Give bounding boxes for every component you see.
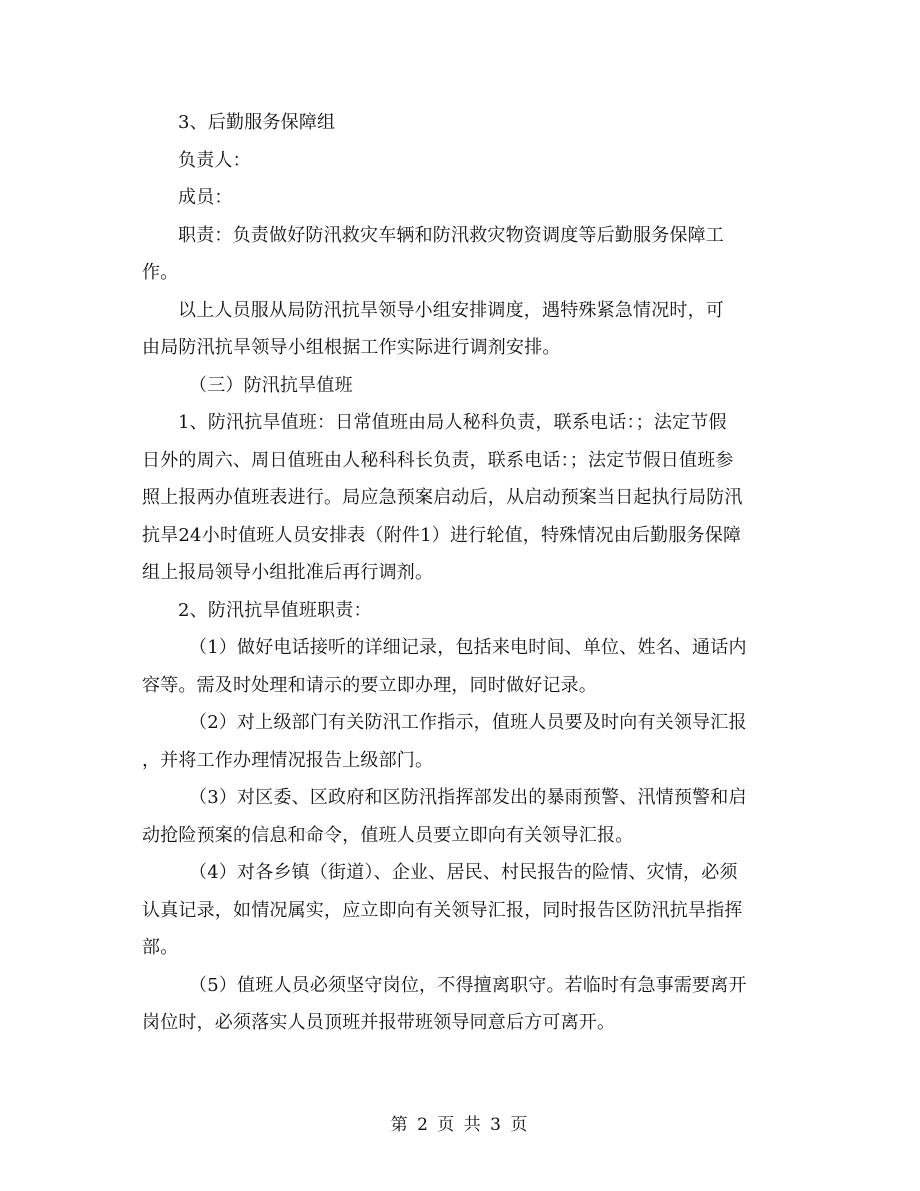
text-line: 抗旱24小时值班人员安排表（附件1）进行轮值，特殊情况由后勤服务保障 — [142, 524, 742, 546]
text-line: 日外的周六、周日值班由人秘科科长负责，联系电话：；法定节假日值班参 — [142, 449, 734, 471]
text-line: 动抢险预案的信息和命令，值班人员要立即向有关领导汇报。 — [142, 824, 634, 846]
text-line: 职责：负责做好防汛救灾车辆和防汛救灾物资调度等后勤服务保障工 — [178, 224, 724, 246]
text-line: 容等。需及时处理和请示的要立即办理，同时做好记录。 — [142, 674, 597, 696]
text-line: （5）值班人员必须坚守岗位，不得擅离职守。若临时有急事需要离开 — [189, 974, 747, 996]
page-footer: 第 2 页 共 3 页 — [390, 1115, 530, 1135]
text-line: 作。 — [142, 262, 179, 283]
document-body — [142, 104, 778, 1042]
text-line: （2）对上级部门有关防汛工作指示，值班人员要及时向有关领导汇报 — [189, 712, 747, 733]
text-line: 组上报局领导小组批准后再行调剂。 — [142, 562, 434, 583]
text-line: 部。 — [142, 937, 179, 958]
text-line: （1）做好电话接听的详细记录，包括来电时间、单位、姓名、通话内 — [189, 637, 747, 658]
text-line: ，并将工作办理情况报告上级部门。 — [142, 749, 434, 771]
text-line: 岗位时，必须落实人员顶班并报带班领导同意后方可离开。 — [142, 1012, 616, 1033]
text-line: （4）对各乡镇（街道）、企业、居民、村民报告的险情、灾情，必须 — [189, 862, 738, 883]
text-line: 1、防汛抗旱值班：日常值班由局人秘科负责，联系电话：；法定节假 — [178, 412, 727, 433]
text-line: 由局防汛抗旱领导小组根据工作实际进行调剂安排。 — [142, 337, 561, 358]
text-line: 2、防汛抗旱值班职责： — [178, 599, 372, 621]
text-line: 以上人员服从局防汛抗旱领导小组安排调度，遇特殊紧急情况时，可 — [178, 299, 724, 321]
section-heading: （三）防汛抗旱值班 — [189, 374, 353, 396]
section-heading: 3、后勤服务保障组 — [178, 112, 336, 133]
text-line: 负责人： — [178, 149, 251, 171]
text-line: （3）对区委、区政府和区防汛指挥部发出的暴雨预警、汛情预警和启 — [189, 787, 747, 808]
text-line: 成员： — [178, 187, 233, 208]
text-line: 照上报两办值班表进行。局应急预案启动后，从启动预案当日起执行局防汛 — [142, 487, 743, 508]
text-line: 认真记录，如情况属实，应立即向有关领导汇报，同时报告区防汛抗旱指挥 — [142, 899, 743, 921]
